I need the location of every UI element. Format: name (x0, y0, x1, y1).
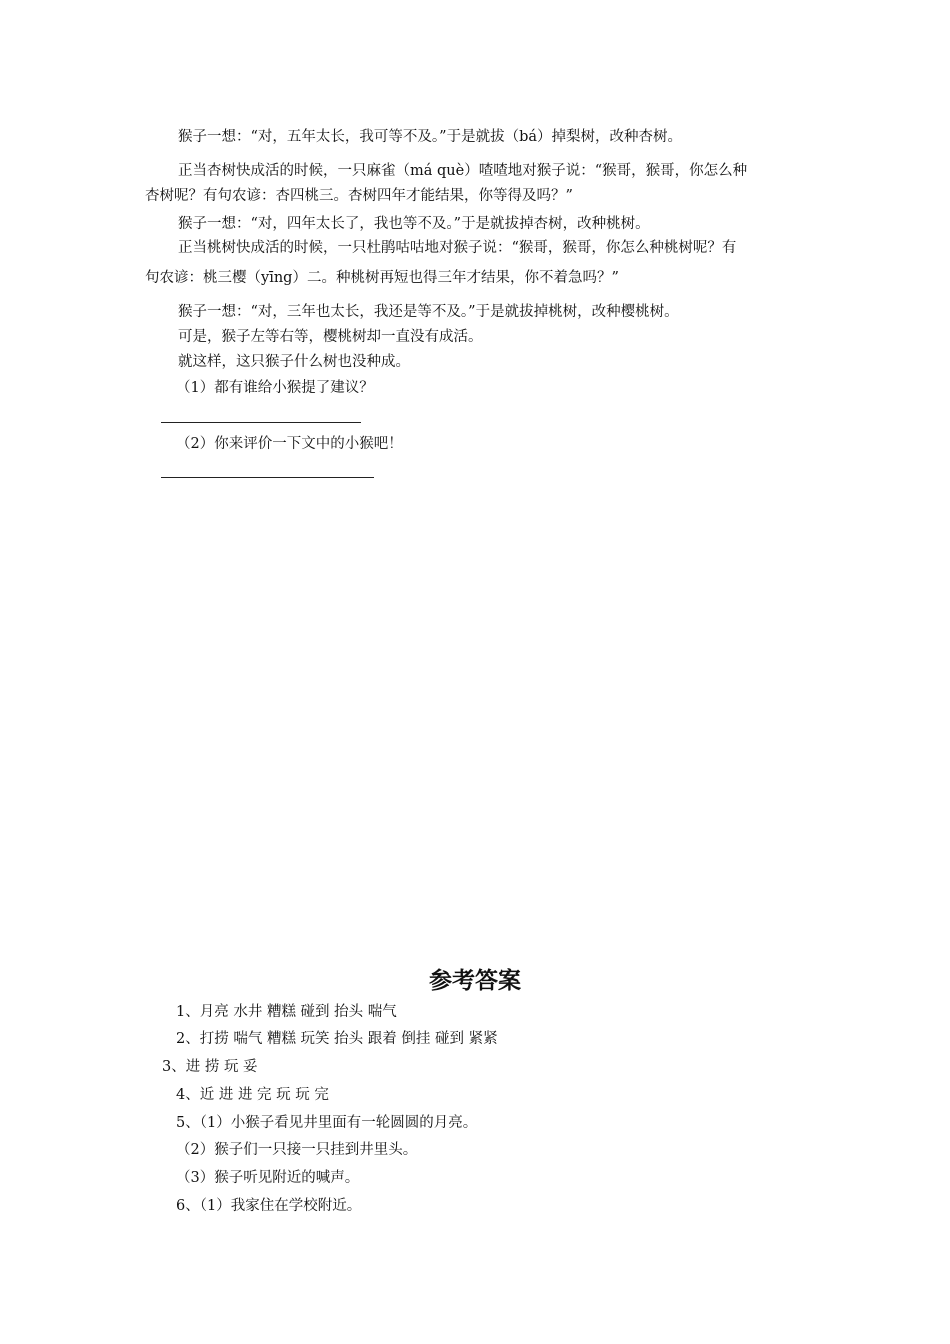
answer-line: 1、月亮 水井 糟糕 碰到 抬头 喘气 (176, 1004, 397, 1020)
answer-line: 3、进 捞 玩 妥 (162, 1059, 258, 1075)
answer-line: 4、近 进 进 完 玩 玩 完 (176, 1087, 329, 1103)
answer-line: 2、打捞 喘气 糟糕 玩笑 抬头 跟着 倒挂 碰到 紧紧 (176, 1031, 498, 1047)
answers-title: 参考答案 (429, 968, 521, 994)
answer-blank-line (161, 477, 374, 478)
story-line: 猴子一想：“对，四年太长了，我也等不及。”于是就拔掉杏树，改种桃树。 (178, 216, 650, 232)
story-line: 就这样，这只猴子什么树也没种成。 (178, 354, 410, 370)
question-2: （2）你来评价一下文中的小猴吧！ (176, 436, 403, 452)
story-line: 正当桃树快成活的时候，一只杜鹃咕咕地对猴子说：“猴哥，猴哥，你怎么种桃树呢？有 (178, 240, 737, 256)
answer-blank-line (161, 422, 361, 423)
story-line: 句农谚：桃三樱（yīng）二。种桃树再短也得三年才结果，你不着急吗？” (145, 270, 619, 286)
story-line: 猴子一想：“对，五年太长，我可等不及。”于是就拔（bá）掉梨树，改种杏树。 (178, 129, 682, 145)
answer-line: 5、（1）小猴子看见井里面有一轮圆圆的月亮。 (176, 1115, 478, 1131)
story-line: 杏树呢？有句农谚：杏四桃三。杏树四年才能结果，你等得及吗？” (145, 188, 573, 204)
story-line: 正当杏树快成活的时候，一只麻雀（má què）喳喳地对猴子说：“猴哥，猴哥，你怎么种 (178, 163, 748, 179)
answer-line: （3）猴子听见附近的喊声。 (176, 1170, 360, 1186)
answer-line: 6、（1）我家住在学校附近。 (176, 1198, 362, 1214)
question-1: （1）都有谁给小猴提了建议？ (176, 380, 374, 396)
story-line: 猴子一想：“对，三年也太长，我还是等不及。”于是就拔掉桃树，改种樱桃树。 (178, 304, 679, 320)
answer-line: （2）猴子们一只接一只挂到井里头。 (176, 1142, 418, 1158)
story-line: 可是，猴子左等右等，樱桃树却一直没有成活。 (178, 329, 483, 345)
